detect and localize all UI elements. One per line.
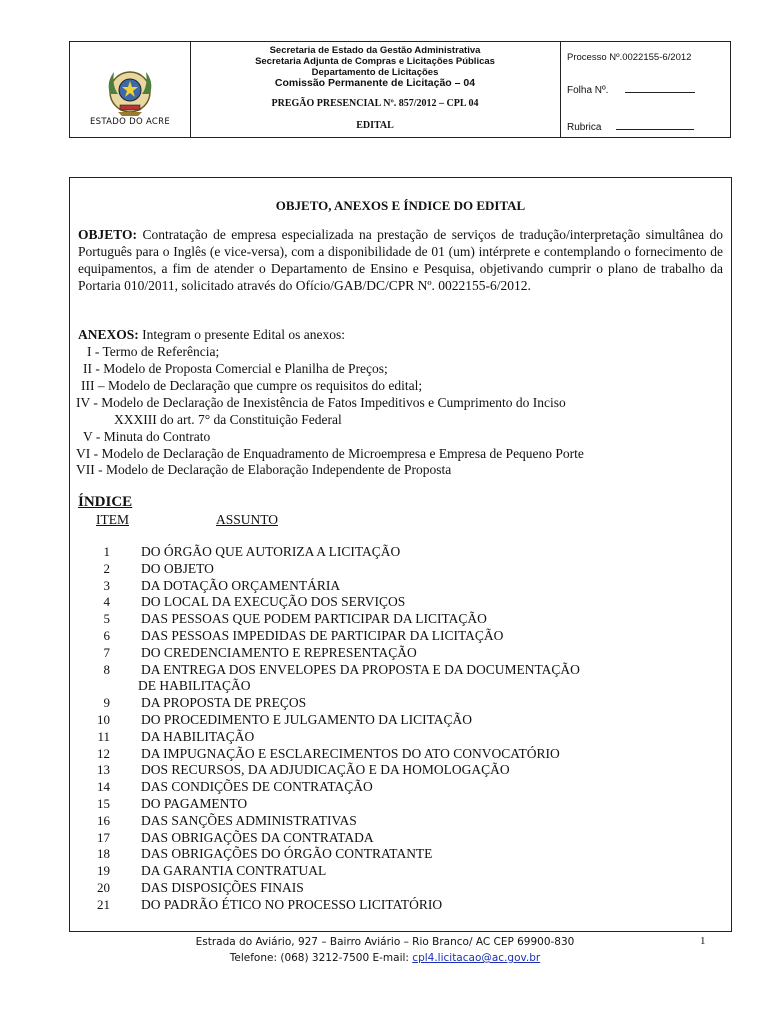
anexo-item: VII - Modelo de Declaração de Elaboração Independente de Proposta (76, 462, 452, 477)
indice-item-subject: DO LOCAL DA EXECUÇÃO DOS SERVIÇOS (141, 594, 406, 610)
processo-number: Processo Nº.0022155-6/2012 (567, 52, 692, 63)
footer-contact (0, 952, 770, 964)
folha-blank (625, 83, 695, 93)
indice-item-subject: DA GARANTIA CONTRATUAL (141, 863, 327, 879)
indice-col-assunto: ASSUNTO (216, 512, 279, 527)
indice-item-subject: DA HABILITAÇÃO (141, 728, 255, 744)
document-header (69, 41, 731, 138)
indice-item-number: 5 (103, 611, 110, 627)
indice-item-number: 7 (103, 644, 110, 660)
indice-item-number: 2 (103, 560, 110, 576)
footer-address: Estrada do Aviário, 927 – Bairro Aviário – Rio Branco/ AC CEP 69900-830 (195, 936, 575, 948)
indice-item-subject: DA IMPUGNAÇÃO E ESCLARECIMENTOS DO ATO CONVOCATÓRIO (141, 745, 560, 761)
header-line-departamento: Departamento de Licitações (311, 67, 439, 78)
header-line-secretaria: Secretaria de Estado da Gestão Administrativa (269, 45, 481, 56)
indice-item-number: 19 (97, 863, 110, 879)
anexos-label: ANEXOS: (78, 327, 139, 342)
indice-item-number: 12 (97, 745, 110, 761)
indice-item-number: 10 (97, 712, 110, 727)
indice-item-number: 1 (103, 544, 110, 559)
indice-item-number: 17 (97, 829, 110, 845)
anexo-item-continuation: XXXIII do art. 7° da Constituição Federal (114, 412, 342, 427)
page-number: 1 (700, 935, 706, 947)
indice-item-subject: DE HABILITAÇÃO (138, 678, 251, 694)
section-title: OBJETO, ANEXOS E ÍNDICE DO EDITAL (275, 198, 526, 213)
indice-item-number: 16 (97, 812, 110, 828)
anexo-item: V - Minuta do Contrato (83, 429, 211, 444)
indice-item-number: 14 (97, 779, 110, 795)
header-line-edital: EDITAL (356, 120, 394, 131)
header-title-cell (190, 42, 561, 137)
anexo-item: IV - Modelo de Declaração de Inexistência de Fatos Impeditivos e Cumprimento do Inciso (76, 395, 566, 410)
anexo-item: I - Termo de Referência; (87, 344, 220, 359)
indice-item-subject: DO ÓRGÃO QUE AUTORIZA A LICITAÇÃO (141, 544, 401, 559)
indice-col-item: ITEM (96, 512, 129, 527)
indice-item-number: 15 (97, 796, 110, 811)
objeto-text: Contratação de empresa especializada na prestação de serviços de tradução/interpretação simultânea do Português para o Inglês (e vice-versa), com a disponibilidade de 01 (um) intérprete e contemplando o fornecimento de equipamentos, a fim de atender o Departamento de Ensino e Pesquisa, objetivando cumprir o plano de trabalho da Portaria 010/2011, solicitado através do Ofício/GAB/DC/CPR Nº. 0022155-6/2012. (78, 227, 723, 293)
indice-item-subject: DOS RECURSOS, DA ADJUDICAÇÃO E DA HOMOLOGAÇÃO (141, 762, 510, 778)
indice-item-number: 6 (103, 628, 110, 643)
header-process-cell (560, 42, 730, 137)
indice-item-subject: DO PROCEDIMENTO E JULGAMENTO DA LICITAÇÃO (141, 712, 473, 727)
indice-item-number: 9 (103, 695, 110, 711)
indice-item-number: 13 (97, 762, 110, 778)
indice-title: ÍNDICE (78, 494, 133, 510)
indice-item-number: 18 (97, 846, 110, 862)
rubrica-field (567, 120, 694, 133)
indice-item-subject: DA ENTREGA DOS ENVELOPES DA PROPOSTA E DA DOCUMENTAÇÃO (141, 661, 580, 677)
indice-item-number: 8 (103, 661, 110, 677)
rubrica-label: Rubrica (567, 122, 602, 133)
objeto-label: OBJETO: (78, 227, 138, 242)
footer-email-link[interactable]: cpl4.licitacao@ac.gov.br (412, 952, 541, 964)
indice-item-number: 3 (103, 577, 110, 593)
header-line-comissao: Comissão Permanente de Licitação – 04 (274, 77, 476, 89)
indice-item-subject: DAS SANÇÕES ADMINISTRATIVAS (141, 812, 357, 828)
indice-item-subject: DAS PESSOAS IMPEDIDAS DE PARTICIPAR DA LICITAÇÃO (141, 628, 504, 643)
indice-item-subject: DO OBJETO (141, 560, 214, 576)
footer-phone: Telefone: (068) 3212-7500 E-mail: (229, 952, 409, 964)
indice-item-subject: DO PAGAMENTO (141, 796, 248, 811)
anexos-intro-text: Integram o presente Edital os anexos: (142, 327, 345, 342)
folha-field (567, 83, 695, 96)
indice-item-subject: DAS CONDIÇÕES DE CONTRATAÇÃO (141, 779, 373, 795)
header-logo-cell (70, 42, 191, 137)
objeto-paragraph (78, 226, 723, 294)
indice-item-subject: DA PROPOSTA DE PREÇOS (141, 695, 307, 711)
state-label: ESTADO DO ACRE (89, 117, 171, 127)
indice-item-number: 20 (97, 880, 110, 895)
indice-item-number: 4 (103, 594, 110, 610)
indice-item-subject: DO CREDENCIAMENTO E REPRESENTAÇÃO (141, 644, 417, 660)
folha-label: Folha Nº. (567, 85, 609, 96)
anexo-item: VI - Modelo de Declaração de Enquadramento de Microempresa e Empresa de Pequeno Porte (76, 446, 584, 461)
indice-item-number: 21 (97, 896, 110, 912)
indice-item-subject: DAS PESSOAS QUE PODEM PARTICIPAR DA LICITAÇÃO (141, 611, 487, 627)
indice-item-subject: DAS DISPOSIÇÕES FINAIS (141, 880, 304, 895)
anexo-item: III – Modelo de Declaração que cumpre os requisitos do edital; (81, 378, 423, 393)
indice-item-subject: DAS OBRIGAÇÕES DA CONTRATADA (141, 829, 374, 845)
indice-item-subject: DO PADRÃO ÉTICO NO PROCESSO LICITATÓRIO (141, 896, 443, 912)
indice-item-subject: DAS OBRIGAÇÕES DO ÓRGÃO CONTRATANTE (141, 846, 433, 862)
indice-item-subject: DA DOTAÇÃO ORÇAMENTÁRIA (141, 577, 341, 593)
rubrica-blank (616, 120, 694, 130)
edital-content-box (69, 177, 732, 932)
header-line-pregao: PREGÃO PRESENCIAL Nº. 857/2012 – CPL 04 (271, 98, 479, 109)
indice-item-number: 11 (97, 728, 110, 744)
header-line-adjunta: Secretaria Adjunta de Compras e Licitações Públicas (255, 56, 495, 67)
anexos-intro (78, 326, 723, 343)
anexo-item: II - Modelo de Proposta Comercial e Planilha de Preços; (83, 361, 388, 376)
